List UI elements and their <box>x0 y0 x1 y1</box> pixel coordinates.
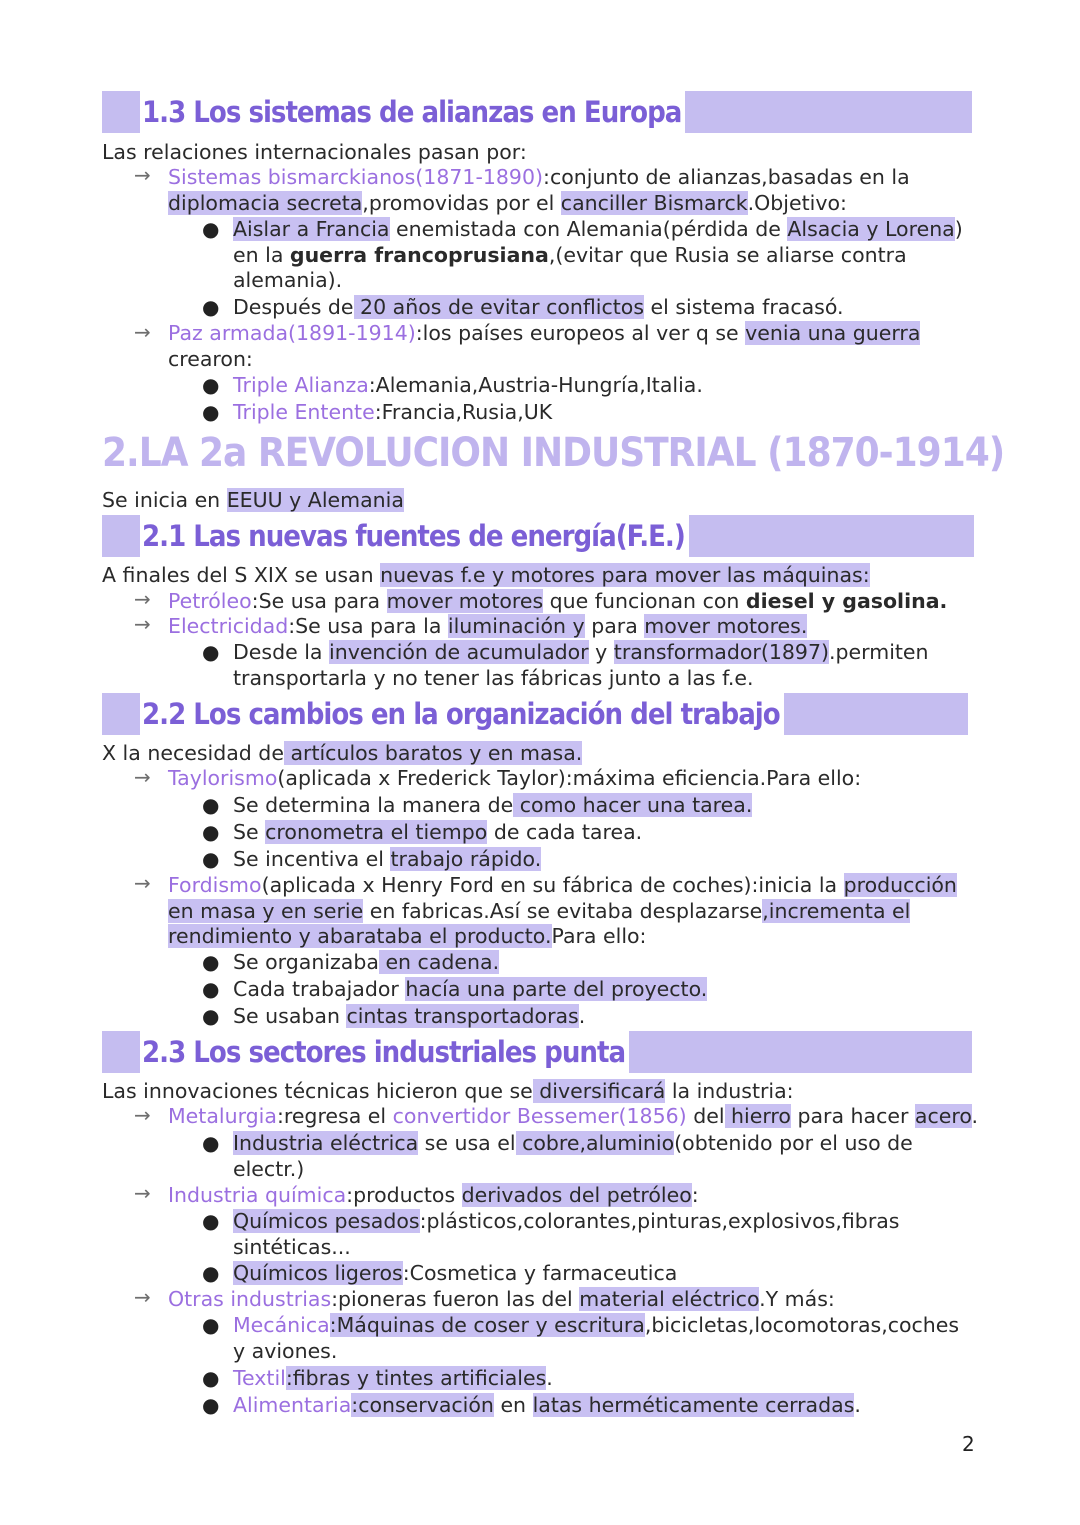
bullet-icon: ● <box>202 1004 220 1028</box>
bullet-icon: ● <box>202 1393 220 1417</box>
sub-list-item: Industria eléctrica se usa el cobre,aluminio(obtenido por el uso de <box>233 1131 913 1155</box>
arrow-icon: → <box>134 1285 151 1309</box>
sub-list-item-continuation: electr.) <box>233 1157 305 1181</box>
sub-list-item: Cada trabajador hacía una parte del proyecto. <box>233 977 708 1001</box>
paragraph: Las relaciones internacionales pasan por: <box>102 140 527 164</box>
arrow-icon: → <box>134 320 151 344</box>
bullet-icon: ● <box>202 793 220 817</box>
arrow-icon: → <box>134 765 151 789</box>
list-item-continuation: crearon: <box>168 347 253 371</box>
sub-list-item: Químicos ligeros:Cosmetica y farmaceutica <box>233 1261 678 1285</box>
list-item: Taylorismo(aplicada x Frederick Taylor):máxima eficiencia.Para ello: <box>168 766 862 790</box>
paragraph: A finales del S XIX se usan nuevas f.e y motores para mover las máquinas: <box>102 563 870 587</box>
arrow-icon: → <box>134 612 151 636</box>
section-title: 1.3 Los sistemas de alianzas en Europa <box>140 91 685 133</box>
list-item: Fordismo(aplicada x Henry Ford en su fábrica de coches):inicia la producción <box>168 873 957 897</box>
bullet-icon: ● <box>202 1313 220 1337</box>
sub-list-item: Desde la invención de acumulador y transformador(1897).permiten <box>233 640 929 664</box>
paragraph: Las innovaciones técnicas hicieron que se diversificará la industria: <box>102 1079 794 1103</box>
bullet-icon: ● <box>202 217 220 241</box>
arrow-icon: → <box>134 163 151 187</box>
list-item-continuation: rendimiento y abarataba el producto.Para ello: <box>168 924 647 948</box>
section-heading-2-2 <box>102 693 968 735</box>
sub-list-item: Se incentiva el trabajo rápido. <box>233 847 542 871</box>
bullet-icon: ● <box>202 1261 220 1285</box>
bullet-icon: ● <box>202 373 220 397</box>
section-heading-1-3 <box>102 91 972 133</box>
sub-list-item-continuation: alemania). <box>233 268 343 292</box>
sub-list-item: Aislar a Francia enemistada con Alemania(pérdida de Alsacia y Lorena) <box>233 217 963 241</box>
bullet-icon: ● <box>202 640 220 664</box>
section-title: 2.3 Los sectores industriales punta <box>140 1031 629 1073</box>
list-item: Industria química:productos derivados del petróleo: <box>168 1183 699 1207</box>
sub-list-item: Después de 20 años de evitar conflictos el sistema fracasó. <box>233 295 844 319</box>
bullet-icon: ● <box>202 1209 220 1233</box>
list-item: Sistemas bismarckianos(1871-1890):conjunto de alianzas,basadas en la <box>168 165 910 189</box>
sub-list-item: Se organizaba en cadena. <box>233 950 500 974</box>
arrow-icon: → <box>134 587 151 611</box>
sub-list-item: Textil:fibras y tintes artificiales. <box>233 1366 553 1390</box>
list-item: Paz armada(1891-1914):los países europeos al ver q se venia una guerra <box>168 321 921 345</box>
paragraph: X la necesidad de artículos baratos y en masa. <box>102 741 583 765</box>
list-item-continuation: diplomacia secreta,promovidas por el canciller Bismarck.Objetivo: <box>168 191 847 215</box>
list-item: Metalurgia:regresa el convertidor Bessemer(1856) del hierro para hacer acero. <box>168 1104 979 1128</box>
list-item: Electricidad:Se usa para la iluminación y para mover motores. <box>168 614 808 638</box>
section-title: 2.2 Los cambios en la organización del trabajo <box>140 693 784 735</box>
sub-list-item: Mecánica:Máquinas de coser y escritura,bicicletas,locomotoras,coches <box>233 1313 960 1337</box>
sub-list-item: Triple Alianza:Alemania,Austria-Hungría,Italia. <box>233 373 703 397</box>
sub-list-item-continuation: sintéticas... <box>233 1235 351 1259</box>
section-heading-2-1 <box>102 515 974 557</box>
list-item: Otras industrias:pioneras fueron las del material eléctrico.Y más: <box>168 1287 835 1311</box>
sub-list-item: Alimentaria:conservación en latas herméticamente cerradas. <box>233 1393 861 1417</box>
bullet-icon: ● <box>202 977 220 1001</box>
paragraph: Se inicia en EEUU y Alemania <box>102 488 404 512</box>
sub-list-item-continuation: transportarla y no tener las fábricas junto a las f.e. <box>233 666 754 690</box>
list-item-continuation: en masa y en serie en fabricas.Así se evitaba desplazarse,incrementa el <box>168 899 911 923</box>
bullet-icon: ● <box>202 1366 220 1390</box>
sub-list-item: Se cronometra el tiempo de cada tarea. <box>233 820 643 844</box>
page-number: 2 <box>962 1432 975 1456</box>
arrow-icon: → <box>134 1103 151 1127</box>
list-item: Petróleo:Se usa para mover motores que funcionan con diesel y gasolina. <box>168 589 948 613</box>
bullet-icon: ● <box>202 820 220 844</box>
sub-list-item: Se usaban cintas transportadoras. <box>233 1004 586 1028</box>
bullet-icon: ● <box>202 950 220 974</box>
sub-list-item: Químicos pesados:plásticos,colorantes,pinturas,explosivos,fibras <box>233 1209 900 1233</box>
section-title: 2.1 Las nuevas fuentes de energía(F.E.) <box>140 515 689 557</box>
arrow-icon: → <box>134 871 151 895</box>
bullet-icon: ● <box>202 847 220 871</box>
section-heading-2-3 <box>102 1031 972 1073</box>
sub-list-item-continuation: y aviones. <box>233 1339 338 1363</box>
arrow-icon: → <box>134 1181 151 1205</box>
sub-list-item: Triple Entente:Francia,Rusia,UK <box>233 400 553 424</box>
bullet-icon: ● <box>202 295 220 319</box>
chapter-title: 2.LA 2a REVOLUCION INDUSTRIAL (1870-1914) <box>102 430 1005 476</box>
sub-list-item-continuation: en la guerra francoprusiana,(evitar que Rusia se aliarse contra <box>233 243 907 267</box>
sub-list-item: Se determina la manera de como hacer una tarea. <box>233 793 753 817</box>
bullet-icon: ● <box>202 1131 220 1155</box>
bullet-icon: ● <box>202 400 220 424</box>
